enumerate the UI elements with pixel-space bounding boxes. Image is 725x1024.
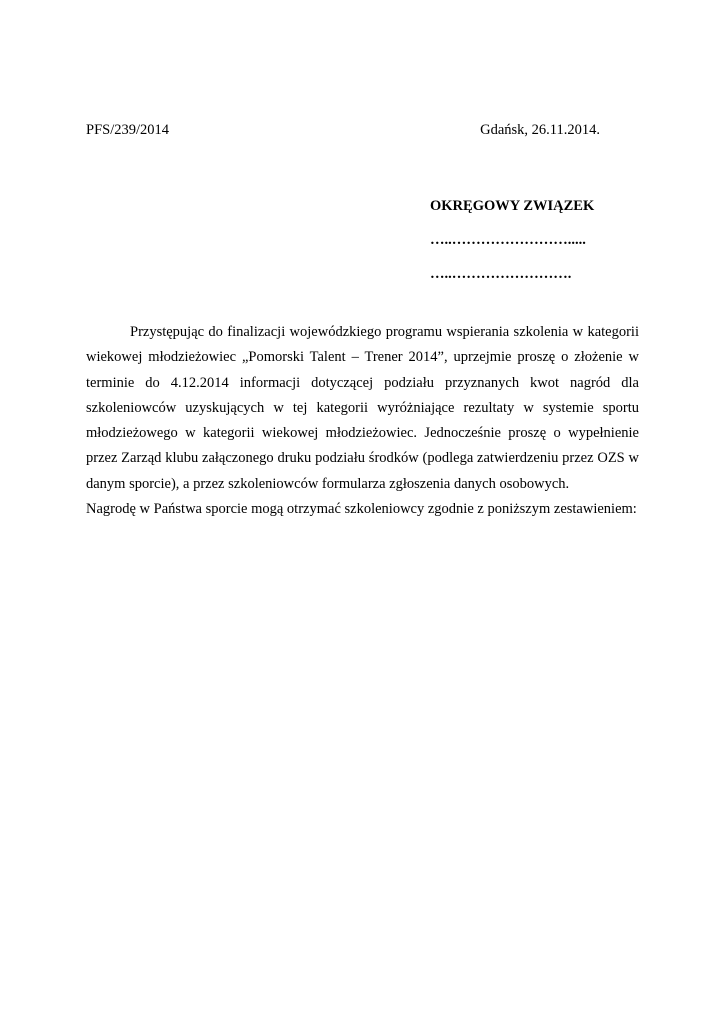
recipient-placeholder-line-2: …..……………………. (430, 266, 572, 282)
body-paragraph-1: Przystępując do finalizacji wojewódzkiego programu wspierania szkolenia w kategorii wiekowej młodzieżowiec „Pomorski Talent – Trener 2014”, uprzejmie proszę o złożenie w terminie do 4.12.2014 informacji dotyczącej podziału przyznanych kwot nagród dla szkoleniowców uzyskujących w tej kategorii wyróżniające rezultaty w systemie sportu młodzieżowego w kategorii wiekowej młodzieżowiec. Jednocześnie proszę o wypełnienie przez Zarząd klubu załączonego druku podziału środków (podlega zatwierdzeniu przez OZS w danym sporcie), a przez szkoleniowców formularza zgłoszenia danych osobowych. (86, 324, 639, 492)
recipient-name: OKRĘGOWY ZWIĄZEK (430, 198, 595, 214)
place-and-date: Gdańsk, 26.11.2014. (480, 122, 600, 138)
reference-number: PFS/239/2014 (86, 122, 169, 138)
recipient-placeholder-line-1: …..……………………..... (430, 232, 586, 248)
recipient-block (430, 189, 594, 291)
letter-body (86, 320, 639, 522)
body-paragraph-2: Nagrodę w Państwa sporcie mogą otrzymać szkoleniowcy zgodnie z poniższym zestawieniem: (86, 501, 637, 518)
